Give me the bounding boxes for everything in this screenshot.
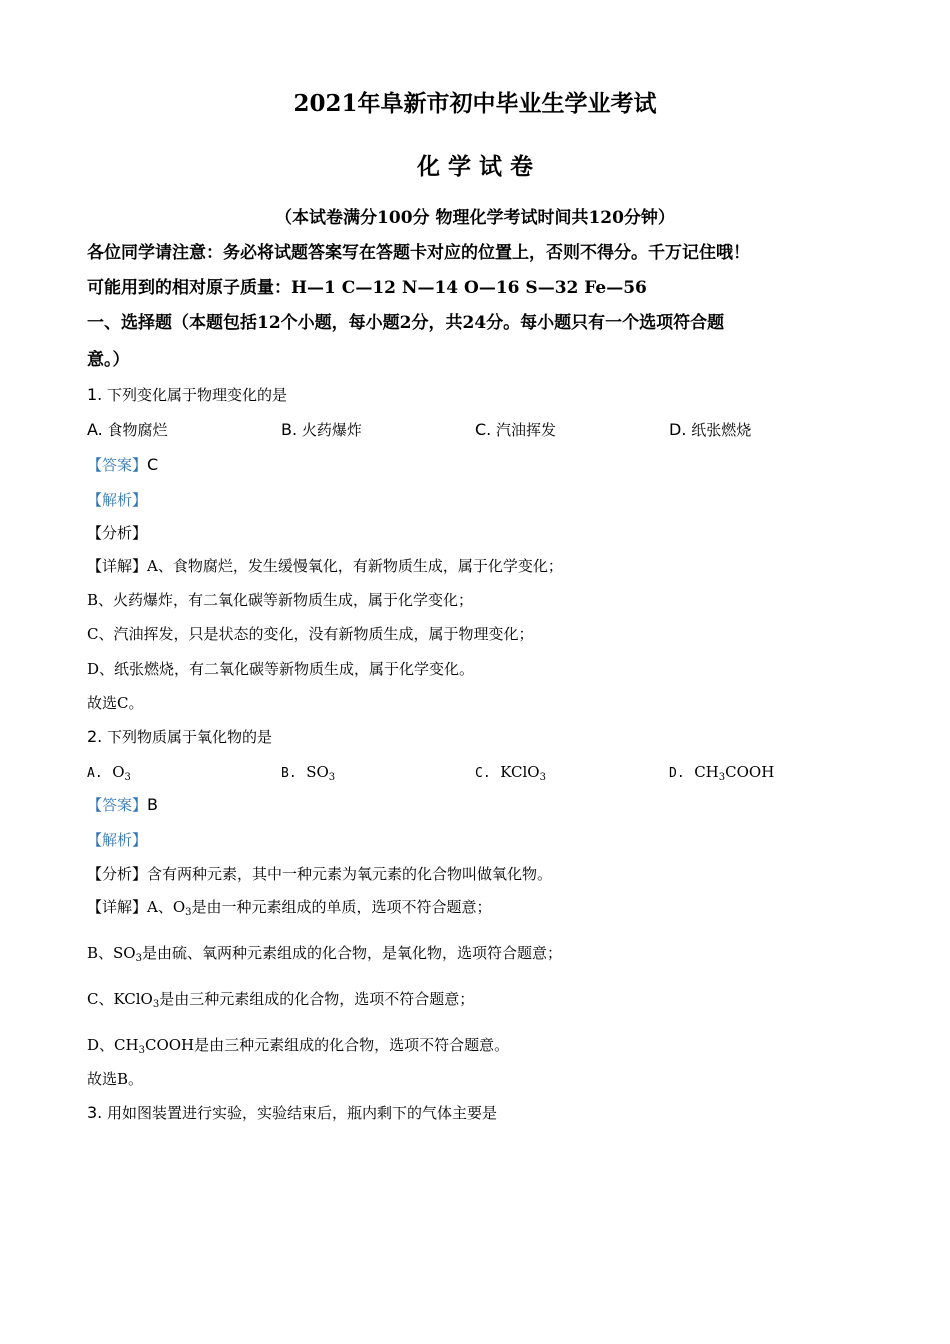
option-label: A. — [87, 420, 103, 439]
q1-detail-b: B、火药爆炸，有二氧化碳等新物质生成，属于化学变化； — [87, 591, 474, 609]
exam-info: （本试卷满分100分 物理化学考试时间共120分钟） — [275, 208, 675, 228]
option-formula: $SO_3$ — [306, 763, 336, 783]
option-formula: $O_3$ — [112, 763, 131, 783]
q2-detail-b: B、$SO_3$是由硫、氧两种元素组成的化合物，是氧化物，选项符合题意； — [87, 944, 562, 964]
question-stem: 用如图装置进行实验，实验结束后，瓶内剩下的气体主要是 — [107, 1104, 498, 1122]
option-formula: KClO$_3$ — [500, 763, 546, 783]
notice-text: 各位同学请注意：务必将试题答案写在答题卡对应的位置上，否则不得分。千万记住哦！ — [87, 243, 750, 263]
q2-conclusion: 故选B。 — [87, 1070, 144, 1088]
option-label: C. — [475, 420, 492, 439]
q1-detail-d: D、纸张燃烧，有二氧化碳等新物质生成，属于化学变化。 — [87, 660, 475, 678]
section-title-continued: 意。） — [87, 350, 130, 370]
detail-text: A、食物腐烂，发生缓慢氧化，有新物质生成，属于化学变化； — [147, 557, 563, 575]
answer-value: C — [147, 455, 159, 474]
q1-answer — [87, 455, 158, 475]
q1-option-d — [669, 420, 751, 440]
atomic-masses: 可能用到的相对原子质量：H—1 C—12 N—14 O—16 S—32 Fe—56 — [87, 278, 647, 298]
option-label: C. — [475, 766, 491, 781]
q1-conclusion: 故选C。 — [87, 694, 144, 712]
q2-option-b — [281, 762, 335, 784]
q1-explanation-label: 【解析】 — [87, 491, 148, 509]
option-text: 纸张燃烧 — [691, 421, 752, 439]
q2-detail-d: D、$CH_3COOH$是由三种元素组成的化合物，选项不符合题意。 — [87, 1036, 510, 1056]
q1-option-b — [281, 420, 362, 440]
q2-detail-c: C、KClO$_3$是由三种元素组成的化合物，选项不符合题意； — [87, 990, 475, 1010]
question-number: 3. — [87, 1103, 103, 1122]
question-stem: 下列物质属于氧化物的是 — [107, 728, 273, 746]
option-label: B. — [281, 420, 298, 439]
q1-detail-c: C、汽油挥发，只是状态的变化，没有新物质生成，属于物理变化； — [87, 625, 534, 643]
q1-option-c — [475, 420, 556, 440]
question-3 — [87, 1103, 497, 1123]
q2-option-d — [669, 762, 774, 784]
q1-option-a — [87, 420, 168, 440]
answer-label: 【答案】 — [87, 456, 148, 474]
answer-label: 【答案】 — [87, 796, 148, 814]
analysis-text: 含有两种元素，其中一种元素为氧元素的化合物叫做氧化物。 — [147, 865, 553, 883]
question-number: 2. — [87, 727, 103, 746]
question-1 — [87, 385, 287, 405]
q2-detail-a: 【详解】A、$O_3$是由一种元素组成的单质，选项不符合题意； — [87, 898, 492, 918]
question-number: 1. — [87, 385, 103, 404]
q2-option-a — [87, 762, 131, 784]
q2-analysis — [87, 864, 552, 884]
detail-label: 【详解】 — [87, 557, 148, 575]
question-stem: 下列变化属于物理变化的是 — [107, 386, 288, 404]
option-label: B. — [281, 766, 297, 781]
option-formula: $CH_3COOH$ — [694, 763, 775, 783]
answer-value: B — [147, 795, 158, 814]
option-label: D. — [669, 766, 685, 781]
q2-answer — [87, 795, 158, 815]
exam-title: 2021年阜新市初中毕业生学业考试 — [293, 90, 657, 117]
q1-detail-a — [87, 556, 563, 576]
question-2 — [87, 727, 272, 747]
option-text: 食物腐烂 — [107, 421, 168, 439]
subject-title: 化 学 试 卷 — [416, 153, 534, 180]
detail-label: 【详解】 — [87, 898, 148, 916]
q2-option-c — [475, 762, 546, 784]
option-label: A. — [87, 766, 103, 781]
option-text: 火药爆炸 — [301, 421, 362, 439]
option-text: 汽油挥发 — [496, 421, 557, 439]
q2-explanation-label: 【解析】 — [87, 831, 148, 849]
q1-analysis-label: 【分析】 — [87, 524, 148, 542]
option-label: D. — [669, 420, 687, 439]
section-title: 一、选择题（本题包括12个小题，每小题2分，共24分。每小题只有一个选项符合题 — [87, 313, 725, 333]
analysis-label: 【分析】 — [87, 865, 148, 883]
